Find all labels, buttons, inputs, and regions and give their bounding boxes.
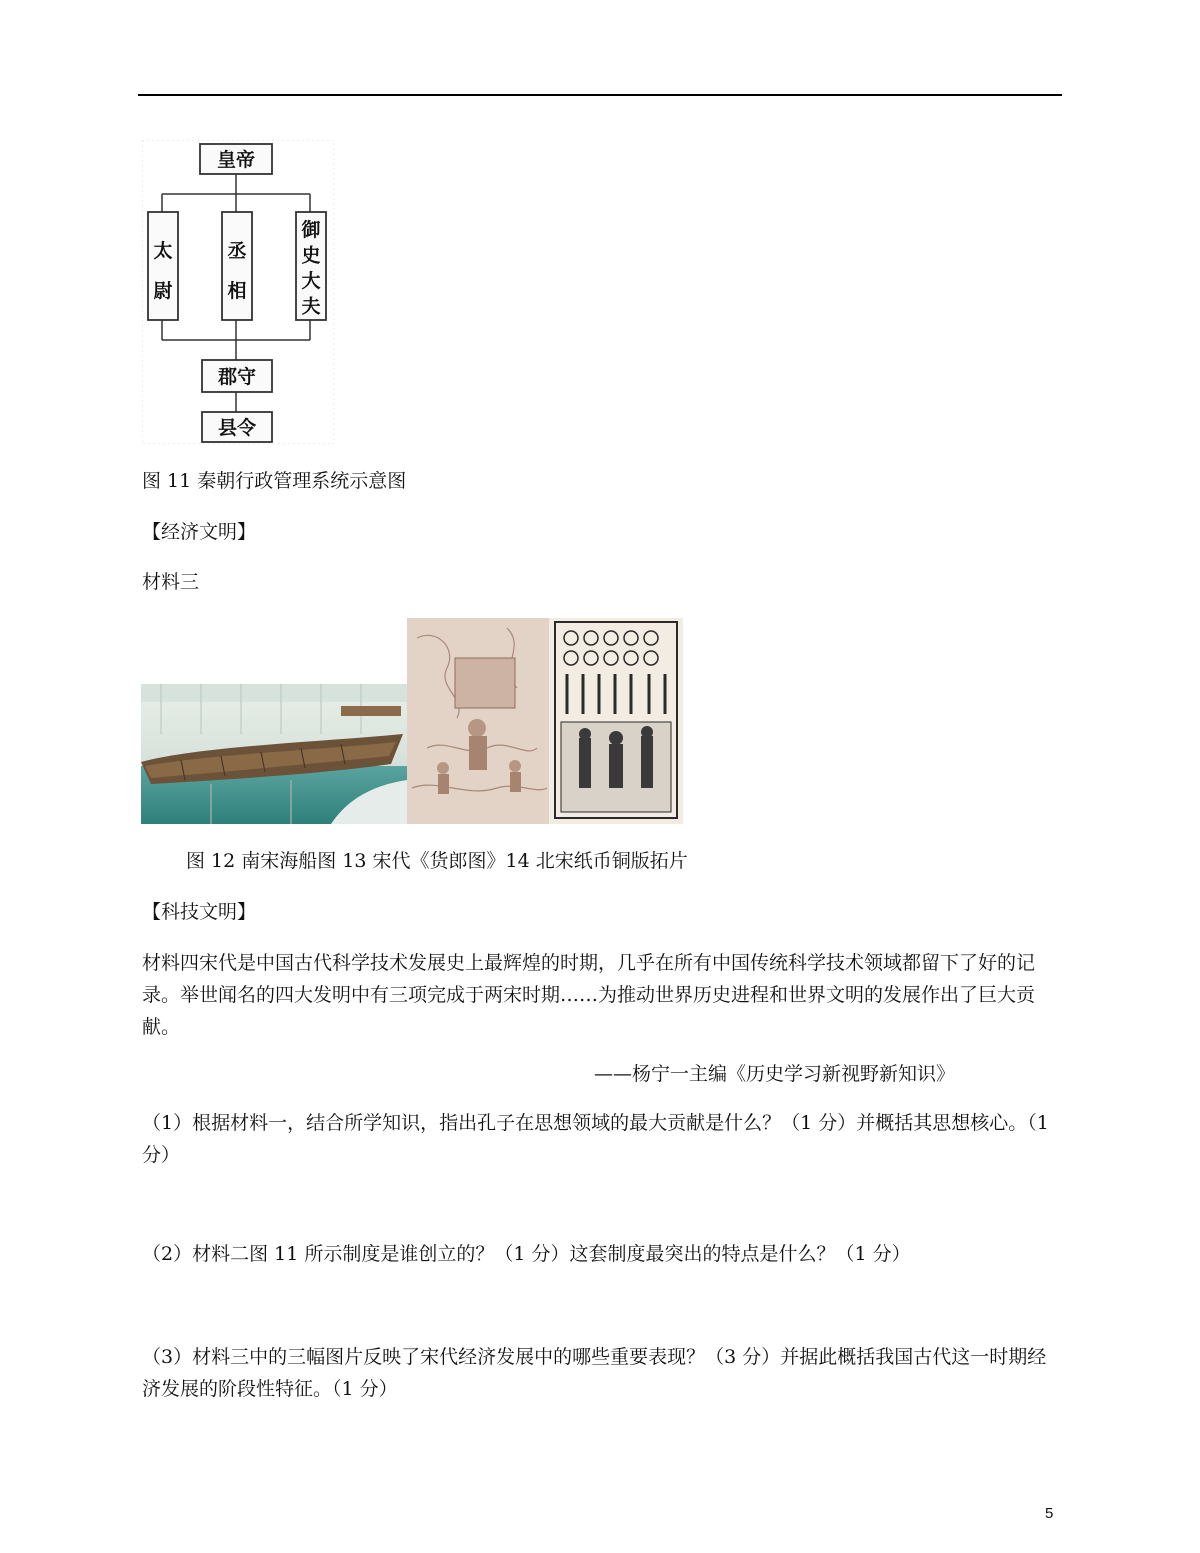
- chengxiang-label: 丞相: [227, 240, 247, 302]
- material4-source: ——杨宁一主编《历史学习新视野新知识》: [594, 1063, 956, 1085]
- question-2: （2）材料二图 11 所示制度是谁创立的？（1 分）这套制度最突出的特点是什么？（1 分）: [142, 1243, 911, 1265]
- section-economy: 【经济文明】: [142, 521, 257, 543]
- question-3: （3）材料三中的三幅图片反映了宋代经济发展中的哪些重要表现？（3 分）并据此概括我国古代这一时期经济发展的阶段性特征。（1 分）: [142, 1346, 1047, 1400]
- page-number: 5: [1045, 1505, 1054, 1522]
- junshou-label: 郡守: [217, 366, 257, 388]
- question-1: （1）根据材料一，结合所学知识，指出孔子在思想领域的最大贡献是什么？（1 分）并概括其思想核心。（1 分）: [142, 1112, 1049, 1166]
- taiwei-box: [148, 212, 178, 320]
- huolang-painting: [407, 618, 549, 824]
- material3-label: 材料三: [142, 571, 200, 593]
- emperor-label: 皇帝: [216, 149, 256, 171]
- fig12-14-caption: 图 12 南宋海船图 13 宋代《货郎图》14 北宋纸币铜版拓片: [186, 850, 688, 872]
- header-rule: [138, 94, 1062, 96]
- chengxiang-box: [222, 212, 252, 320]
- jiaozi-rubbing: [549, 618, 683, 824]
- fig11-caption: 图 11 秦朝行政管理系统示意图: [142, 470, 407, 492]
- section-tech: 【科技文明】: [142, 901, 257, 923]
- yushi-label: 御史大夫: [301, 218, 321, 318]
- taiwei-label: 太尉: [153, 240, 173, 302]
- xianling-label: 县令: [217, 417, 257, 439]
- qin-admin-chart: [142, 140, 334, 444]
- song-ship-photo: [141, 684, 407, 824]
- material4-text: 材料四宋代是中国古代科学技术发展史上最辉煌的时期，几乎在所有中国传统科学技术领域都留下了好的记录。举世闻名的四大发明中有三项完成于两宋时期……为推动世界历史进程和世界文明的发展作出了巨大贡献。: [142, 952, 1036, 1038]
